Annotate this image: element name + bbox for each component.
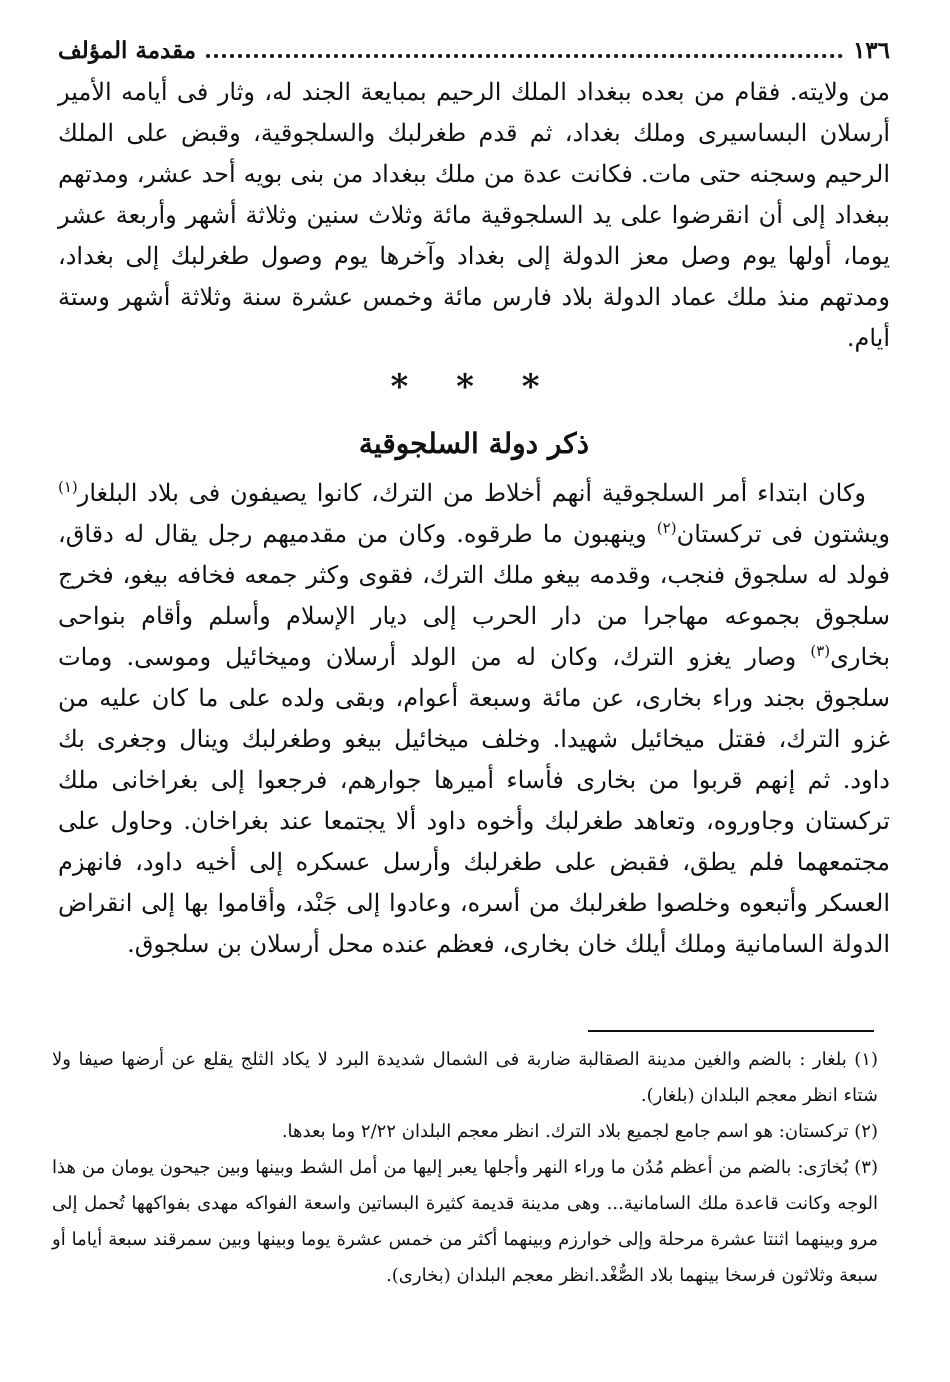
- footnote-ref-1[interactable]: (١): [58, 478, 78, 496]
- paragraph-continued: من ولايته. فقام من بعده ببغداد الملك الرحيم بمبايعة الجند له، وثار فى أيامه الأمير أرسلان البساسيرى وملك بغداد، ثم قدم طغرلبك والسلجوقية، وقبض على الملك الرحيم وسجنه حتى مات. فكانت عدة من ملك ببغداد من بنى بويه أحد عشر، ومدتهم ببغداد إلى أن انقرضوا على يد السلجوقية مائة وثلاث سنين وثلاثة أشهر وأربعة عشر يوما، أولها يوم وصل معز الدولة إلى بغداد وآخرها يوم وصول طغرلبك إلى بغداد، ومدتهم منذ ملك عماد الدولة بلاد فارس مائة وخمس عشرة سنة وثلاثة أشهر وستة أيام.: [58, 78, 890, 352]
- footnote-divider: [588, 1030, 874, 1032]
- running-header: [58, 30, 890, 70]
- running-title: مقدمة المؤلف: [58, 36, 197, 64]
- footnote-1: (١) بلغار : بالضم والغين مدينة الصقالبة ضاربة فى الشمال شديدة البرد لا يكاد الثلج يقلع عن أرضها صيفا ولا شتاء انظر معجم البلدان (بلغار).: [52, 1049, 878, 1106]
- page-number: ١٣٦: [852, 36, 890, 64]
- footnote-ref-3[interactable]: (٣): [810, 642, 831, 660]
- footnote-3: (٣) بُخارَى: بالضم من أعظم مُدُن ما وراء النهر وأجلها يعبر إليها من أمل الشط وبينها وبين جيحون يومان من هذا الوجه وكانت قاعدة ملك السامانية... وهى مدينة قديمة كثيرة البساتين واسعة الفواكه مهدى بفواكهها تُحمل إلى مرو وبينهما اثنتا عشرة مرحلة وإلى خوارزم وبينهما أكثر من خمس عشرة يوما وبينها وبين سمرقند سبعة أياما أو سبعة وثلاثون فرسخا بينهما بلاد الصُّغْد.انظر معجم البلدان (بخارى).: [52, 1157, 878, 1286]
- paragraph-text: وينهبون ما طرقوه. وكان من مقدميهم رجل يقال له دقاق، فولد له سلجوق فنجب، وقدمه بيغو ملك الترك، فقوى وكثر جمعه فخافه بيغو، فخرج سلجوق بجموعه مهاجرا من دار الحرب إلى ديار الإسلام وأسلم وأقام بنواحى بخارى: [58, 520, 890, 671]
- footnote-2: (٢) تركستان: هو اسم جامع لجميع بلاد الترك. انظر معجم البلدان ٢/٢٢ وما بعدها.: [281, 1121, 878, 1142]
- section-separator: * * *: [390, 367, 558, 407]
- section-heading: ذكر دولة السلجوقية: [358, 427, 590, 460]
- main-text: [58, 72, 890, 965]
- paragraph-text: وكان ابتداء أمر السلجوقية أنهم أخلاط من الترك، كانوا يصيفون فى بلاد البلغار: [77, 479, 866, 507]
- paragraph-text: ويشتون فى تركستان: [676, 520, 890, 548]
- paragraph-seljuk: [58, 473, 890, 965]
- footnote-ref-2[interactable]: (٢): [656, 519, 677, 537]
- header-dotted-leader: [206, 54, 843, 58]
- footnotes: [52, 1042, 878, 1294]
- paragraph-text: وصار يغزو الترك، وكان له من الولد أرسلان وميخائيل وموسى. ومات سلجوق بجند وراء بخارى، عن مائة وسبعة أعوام، وبقى ولده على ما كان عليه من غزو الترك، فقتل ميخائيل شهيدا. وخلف ميخائيل بيغو وطغرلبك وينال وجغرى بك داود. ثم إنهم قربوا من بخارى فأساء أميرها جوارهم، فرجعوا إلى بغراخانى ملك تركستان وجاوروه، وتعاهد طغرلبك وأخوه داود ألا يجتمعا عند بغراخان. وحاول على مجتمعهما فلم يطق، فقبض على طغرلبك وأرسل عسكره إلى أخيه داود، فانهزم العسكر وأتبعوه وخلصوا طغرلبك من أسره، وعادوا إلى جَنْد، وأقاموا بها إلى انقراض الدولة السامانية وملك أيلك خان بخارى، فعظم عنده محل أرسلان بن سلجوق.: [58, 643, 891, 958]
